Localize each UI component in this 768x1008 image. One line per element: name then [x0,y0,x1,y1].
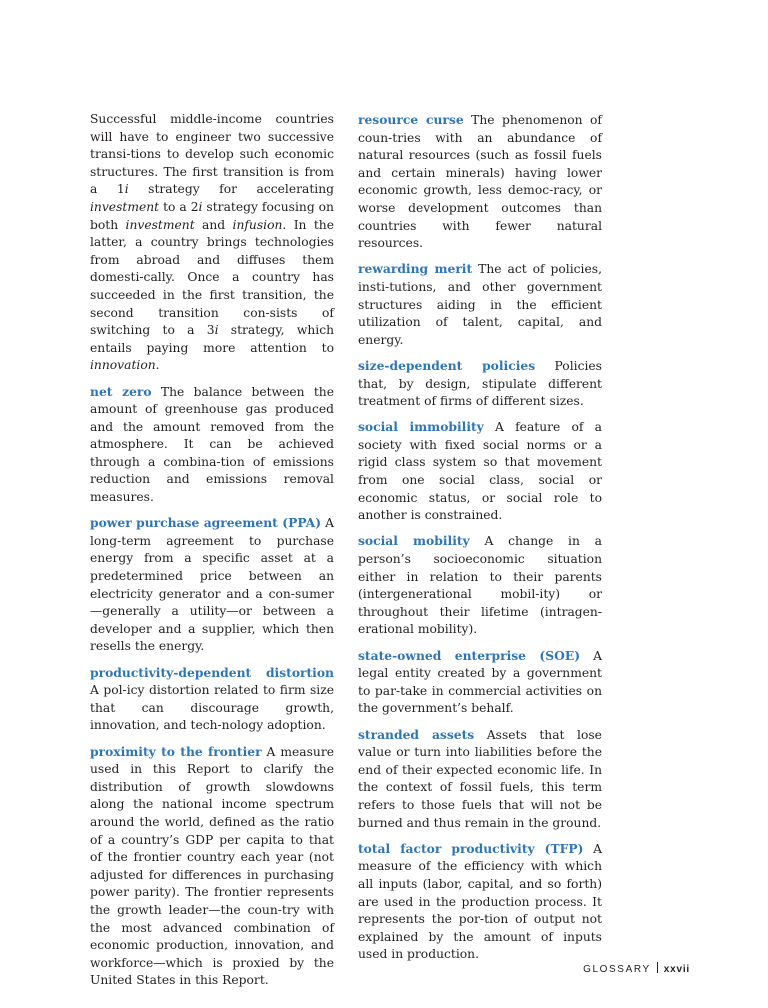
glossary-definition: Assets that lose value or turn into liabilities before the end of their expected economic life. In the context of fossil fuels, this term refers to those fuels that will not be burned and thus remain in the ground. [358,727,602,830]
intro-emphasis: infusion [232,217,283,232]
intro-emphasis: i [214,323,219,338]
glossary-term: proximity to the frontier [90,743,262,759]
glossary-definition: A measure used in this Report to clarify the distribution of growth slowdowns along the national income spectrum around the world, defined as the ratio of a country’s GDP per capita to that of the frontier country each year (not adjusted for differences in purchasing power parity). The frontier represents the growth leader—the coun-try with the most advanced combination of economic production, innovation, and workforce—which is proxied by the United States in this Report. [90,744,334,988]
glossary-definition: A long-term agreement to purchase energy from a specific asset at a predetermined price between an electricity generator and a con-sumer—generally a utility—or between a developer and a supplier, which then resells the energy. [90,516,334,654]
glossary-entry-proximity-to-frontier [90,743,334,990]
intro-emphasis: i [198,199,203,214]
intro-emphasis: investment [125,217,195,232]
glossary-term: total factor productivity (TFP) [358,840,584,856]
glossary-term: rewarding merit [358,261,473,277]
glossary-definition: The phenomenon of coun-tries with an abundance of natural resources (such as fossil fuels and certain minerals) having lower economic growth, less democ-racy, or worse development outcomes than countries with fewer natural resources. [358,113,602,251]
glossary-definition: The balance between the amount of greenhouse gas produced and the amount removed from the atmosphere. It can be achieved through a combina-tion of emissions reduction and emissions removal measures. [90,384,334,505]
intro-text: to a 2 [159,199,199,214]
intro-text: and [194,217,233,232]
glossary-entry-rewarding-merit [358,260,602,349]
glossary-term: stranded assets [358,726,475,742]
left-column [90,111,334,997]
intro-emphasis: i [124,182,129,197]
intro-text: strategy focusing on both [90,199,334,232]
page-number: xxvii [663,964,690,975]
intro-text: strategy for accelerating [128,182,334,197]
glossary-term: social mobility [358,533,470,549]
glossary-term: productivity-dependent distortion [90,664,334,680]
glossary-entry-resource-curse [358,111,602,253]
glossary-entry-size-dependent-policies [358,357,602,411]
glossary-definition: A legal entity created by a government to par-take in commercial activities on the government’s behalf. [358,648,602,716]
glossary-definition: A feature of a society with fixed social norms or a rigid class system so that movement from one social class, social or economic status, or social role to another is constrained. [358,420,602,523]
glossary-term: state-owned enterprise (SOE) [358,647,581,663]
glossary-term: size-dependent policies [358,357,536,373]
right-column [358,111,602,971]
glossary-definition: The act of policies, insti-tutions, and other government structures aiding in the efficient utilization of talent, capital, and energy. [358,262,602,347]
glossary-entry-ppa [90,514,334,656]
glossary-entry-social-mobility [358,532,602,639]
footer-section-label: GLOSSARY [583,964,651,975]
intro-paragraph [90,111,334,375]
glossary-definition: Policies that, by design, stipulate different treatment of firms of different sizes. [358,358,602,409]
intro-emphasis: innovation [90,358,156,373]
intro-emphasis: investment [90,199,160,214]
glossary-entry-productivity-dependent-distortion [90,664,334,735]
footer-divider [657,962,658,973]
glossary-term: net zero [90,383,152,399]
glossary-term: resource curse [358,112,464,127]
glossary-entry-tfp [358,840,602,964]
glossary-entry-stranded-assets [358,726,602,833]
glossary-entry-net-zero [90,383,334,507]
intro-text: . In the latter, a country brings technologies from abroad and diffuses them domesti-cally. Once a country has succeeded in the first transition, the second transition con-sists of switching to a 3 [90,217,334,338]
glossary-definition: A pol-icy distortion related to firm size that can discourage growth, innovation, and tech-nology adoption. [90,683,334,733]
page-footer [583,962,690,975]
glossary-term: power purchase agreement (PPA) [90,515,322,531]
intro-text: Successful middle-income countries will have to engineer two successive transi-tions to develop such economic structures. The first transition is from a 1 [90,112,334,197]
intro-text: strategy, which entails paying more attention to [90,323,335,355]
glossary-entry-soe [358,647,602,718]
glossary-definition: A change in a person’s socioeconomic situation either in relation to their parents (intergenerational mobil-ity) or throughout their lifetime (intragen-erational mobility). [358,534,602,637]
glossary-definition: A measure of the efficiency with which all inputs (labor, capital, and so forth) are used in the production process. It represents the por-tion of output not explained by the amount of inputs used in production. [358,841,602,962]
glossary-entry-social-immobility [358,418,602,525]
glossary-term: social immobility [358,419,484,435]
intro-text: . [155,358,160,373]
